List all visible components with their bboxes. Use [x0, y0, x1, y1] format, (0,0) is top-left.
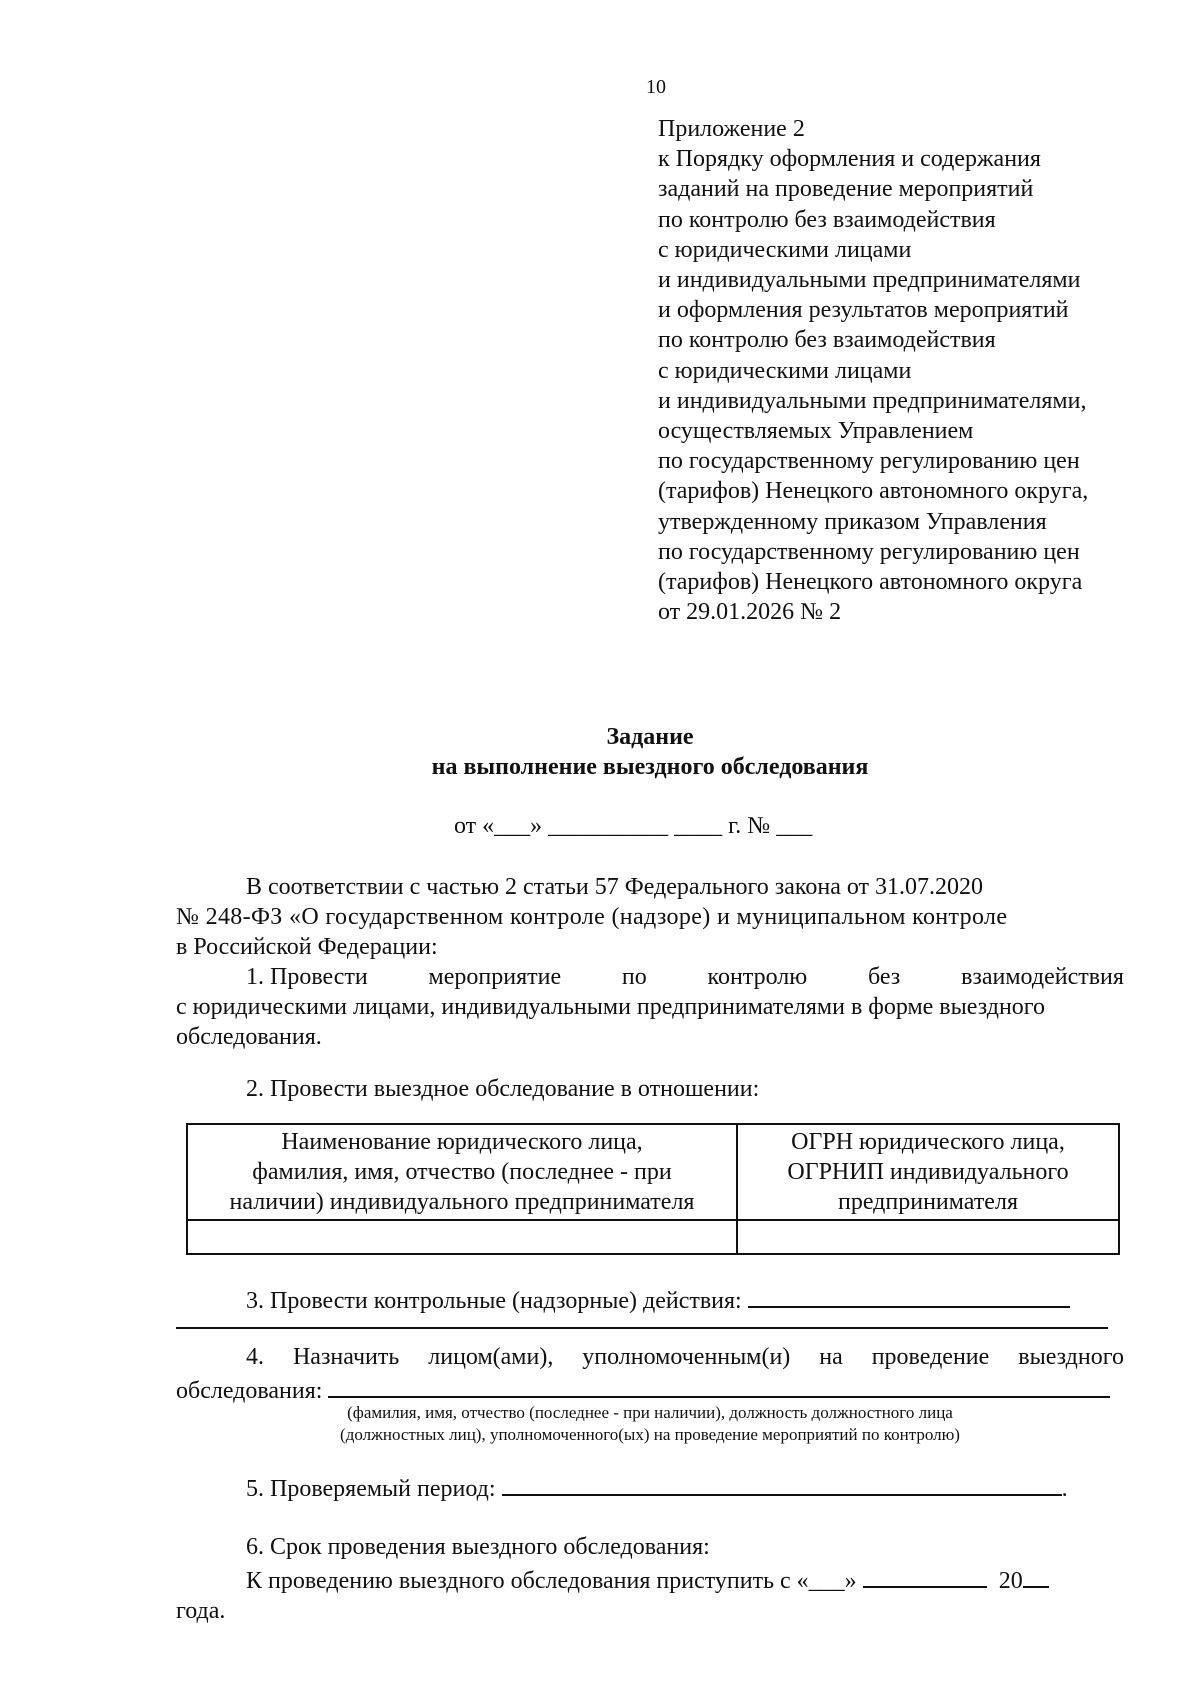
item-6-year-word: года. — [176, 1598, 226, 1624]
appendix-header — [658, 114, 1088, 627]
item-4-word: 4. — [246, 1344, 264, 1370]
item-5-label: 5. Проверяемый период: — [246, 1476, 496, 1502]
item-1-line: с юридическими лицами, индивидуальными предпринимателями в форме выездного — [176, 994, 1046, 1020]
item-6-start-text: К проведению выездного обследования приступить с «___» — [246, 1568, 857, 1594]
header-line: ОГРН юридического лица, — [791, 1129, 1065, 1155]
document-subtitle: на выполнение выездного обследования — [431, 754, 869, 780]
item-4-word: Назначить — [292, 1344, 400, 1370]
item-4-line — [176, 1342, 1124, 1372]
table-row — [187, 1220, 1119, 1254]
start-month-field[interactable] — [863, 1562, 987, 1588]
appendix-line: и индивидуальными предпринимателями — [658, 267, 1081, 294]
item-2 — [176, 1074, 1124, 1104]
intro-paragraph — [176, 872, 1124, 962]
authorized-persons-field[interactable] — [328, 1372, 1110, 1398]
item-3-label: 3. Провести контрольные (надзорные) действия: — [246, 1288, 742, 1314]
item-5-line — [176, 1470, 1124, 1504]
header-line: Наименование юридического лица, — [281, 1129, 643, 1155]
document-title: Задание — [606, 724, 694, 750]
item-1-line — [176, 962, 1124, 992]
authorized-persons-hint — [176, 1402, 1124, 1446]
appendix-line: по контролю без взаимодействия — [658, 327, 996, 354]
intro-line: В соответствии с частью 2 статьи 57 Федерального закона от 31.07.2020 — [246, 874, 984, 900]
item-1 — [176, 962, 1124, 1052]
date-number-line: от «___» __________ ____ г. № ___ — [454, 813, 813, 839]
subjects-table — [186, 1123, 1120, 1255]
header-line: наличии) индивидуального предпринимателя — [229, 1189, 695, 1215]
item-3-line — [176, 1282, 1124, 1316]
item-4 — [176, 1342, 1124, 1406]
item-4-word: уполномоченным(и) — [582, 1344, 791, 1370]
item-6-line — [176, 1562, 1124, 1596]
table-header-ogrn — [737, 1124, 1119, 1220]
item-1-line: обследования. — [176, 1024, 322, 1050]
item-1-word: без — [867, 964, 901, 990]
item-1-word: по — [621, 964, 647, 990]
item-4-word: лицом(ами), — [428, 1344, 554, 1370]
appendix-line: по государственному регулированию цен — [658, 448, 1080, 475]
appendix-line: (тарифов) Ненецкого автономного округа, — [658, 478, 1089, 505]
intro-line: в Российской Федерации: — [176, 934, 438, 960]
table-cell-ogrn[interactable] — [737, 1220, 1119, 1254]
item-1-word: контролю — [707, 964, 808, 990]
item-4-line — [176, 1372, 1124, 1406]
hint-line: (должностных лиц), уполномоченного(ых) на проведение мероприятий по контролю) — [340, 1425, 960, 1444]
item-4-word: выездного — [1018, 1344, 1124, 1370]
item-4-label: обследования: — [176, 1378, 323, 1404]
appendix-line: заданий на проведение мероприятий — [658, 176, 1034, 203]
item-5-end: . — [1061, 1476, 1068, 1502]
appendix-line: (тарифов) Ненецкого автономного округа — [658, 569, 1083, 596]
page-number: 10 — [646, 76, 666, 98]
appendix-line: и индивидуальными предпринимателями, — [658, 387, 1087, 414]
intro-line: № 248-ФЗ «О государственном контроле (надзоре) и муниципальном контроле — [176, 904, 1008, 930]
item-1-word: мероприятие — [428, 964, 562, 990]
year-prefix: 20 — [998, 1568, 1023, 1594]
hint-line: (фамилия, имя, отчество (последнее - при наличии), должность должностного лица — [347, 1403, 953, 1422]
header-line: предпринимателя — [838, 1189, 1018, 1215]
appendix-line: и оформления результатов мероприятий — [658, 297, 1069, 324]
item-4-word: проведение — [871, 1344, 990, 1370]
start-year-field[interactable] — [1023, 1562, 1049, 1588]
period-field[interactable] — [502, 1470, 1062, 1496]
item-6-label: 6. Срок проведения выездного обследования: — [246, 1534, 710, 1560]
item-5 — [176, 1470, 1124, 1504]
appendix-line: от 29.01.2026 № 2 — [658, 599, 842, 626]
actions-blank-field[interactable] — [748, 1282, 1070, 1308]
actions-blank-line[interactable] — [176, 1327, 1108, 1329]
header-line: ОГРНИП индивидуального — [787, 1159, 1069, 1185]
item-1-word: взаимодействия — [961, 964, 1124, 990]
appendix-line: к Порядку оформления и содержания — [658, 146, 1041, 173]
header-line: фамилия, имя, отчество (последнее - при — [252, 1159, 672, 1185]
item-3 — [176, 1282, 1124, 1316]
item-1-word: 1. Провести — [246, 964, 368, 990]
appendix-line: по государственному регулированию цен — [658, 538, 1080, 565]
appendix-line: утвержденному приказом Управления — [658, 508, 1047, 535]
item-4-word: на — [819, 1344, 843, 1370]
table-header-subject — [187, 1124, 737, 1220]
appendix-line: по контролю без взаимодействия — [658, 206, 996, 233]
item-2-text: 2. Провести выездное обследование в отношении: — [246, 1076, 760, 1102]
appendix-line: Приложение 2 — [658, 116, 805, 142]
appendix-line: с юридическими лицами — [658, 236, 912, 263]
table-header-row — [187, 1124, 1119, 1220]
item-6 — [176, 1532, 1124, 1626]
appendix-line: с юридическими лицами — [658, 357, 912, 384]
appendix-line: осуществляемых Управлением — [658, 418, 974, 445]
table-cell-subject[interactable] — [187, 1220, 737, 1254]
